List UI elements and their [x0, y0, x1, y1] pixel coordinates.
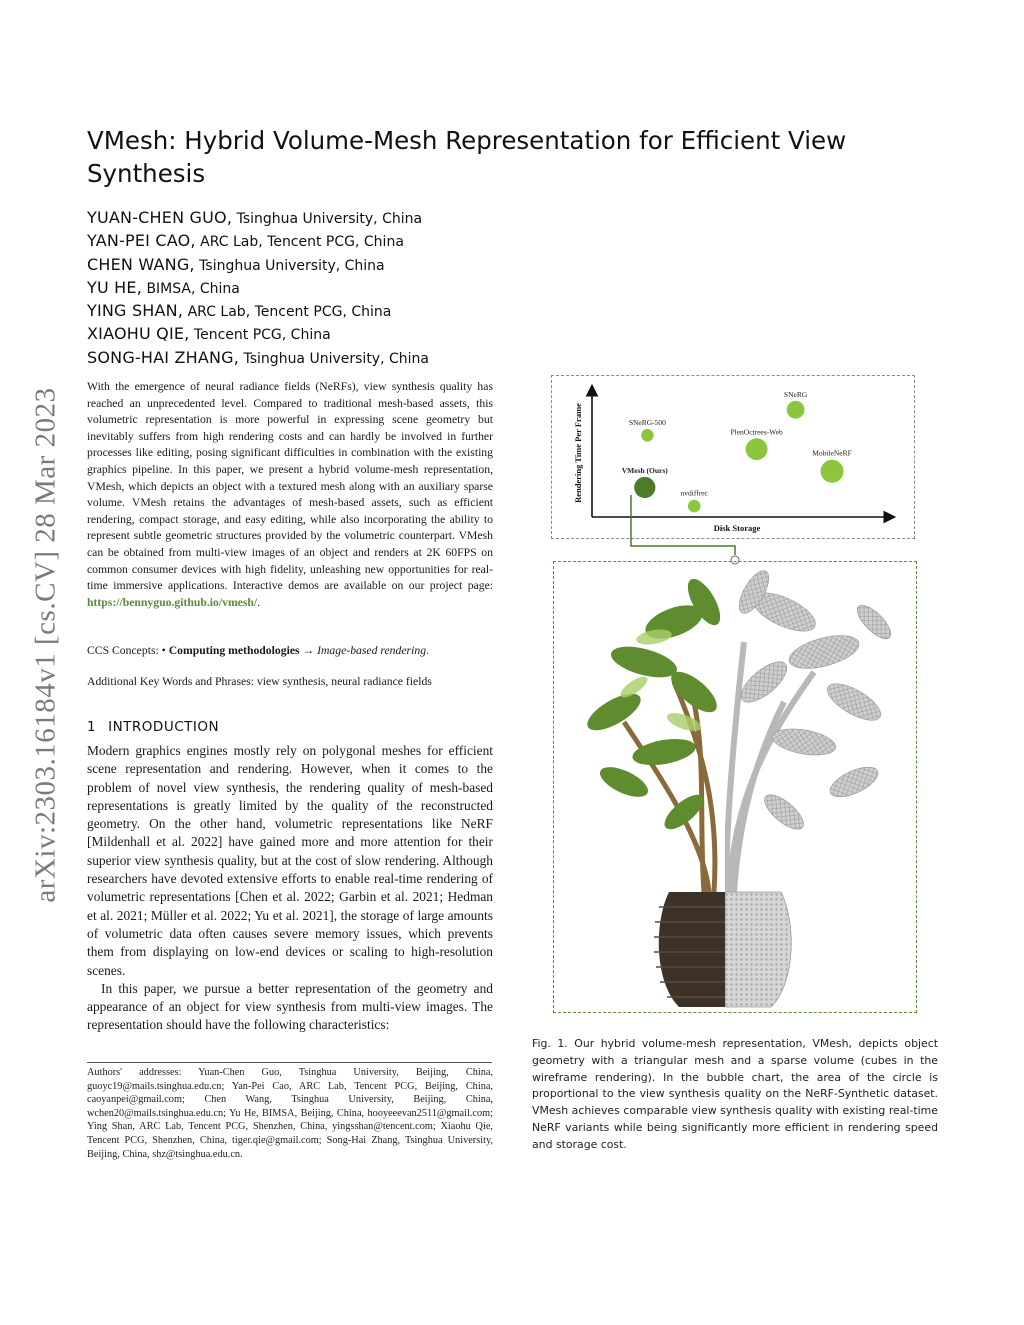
abstract-end: . — [257, 595, 261, 609]
author-affiliation: Tsinghua University, China — [194, 257, 385, 274]
bubble-nvdiffrec — [688, 500, 701, 513]
author-affiliation: BIMSA, China — [142, 280, 240, 297]
bubble-label: VMesh (Ours) — [621, 465, 668, 475]
author-name: CHEN WANG, — [87, 254, 195, 274]
author-name: YING SHAN, — [87, 301, 184, 321]
author-line — [87, 255, 547, 278]
author-affiliation: Tsinghua University, China — [239, 350, 429, 367]
abstract-text: With the emergence of neural radiance fields (NeRFs), view synthesis quality has reached an unprecedented level. Compared to traditional mesh-based assets, this volumetric representation is more powerful in expressing scene geometry but inevitably suffers from high rendering costs and can hardly be involved in further processes like editing, posing significant difficulties in combination with the existing graphics pipeline. In this paper, we present a hybrid volume-mesh representation, VMesh, which depicts an object with a textured mesh along with an auxiliary sparse volume. VMesh retains the advantages of mesh-based assets, such as efficient rendering, compact storage, and easy editing, while also incorporating the ability to represent subtle geometric structures provided by the volumetric counterpart. VMesh can be obtained from multi-view images of an object and renders at 2K 60FPS on common consumer devices with high fidelity, unleashing new opportunities for real-time immersive applications. Interactive demos are available on our project page: — [87, 380, 493, 593]
intro-paragraph: Modern graphics engines mostly rely on polygonal meshes for efficient scene representation and rendering. However, when it comes to the problem of novel view synthesis, the rendering quality of mesh-based representations is greatly limited by the quality of the reconstructed geometry. On the other hand, volumetric representations like NeRF [Mildenhall et al. 2022] have gained more and more attention for their superior view synthesis quality, but at the cost of slow rendering. Although researchers have devoted extensive efforts to enable real-time rendering of volumetric representations [Chen et al. 2022; Garbin et al. 2021; Hedman et al. 2021; Müller et al. 2022; Yu et al. 2021], the storage of large amounts of volumetric data often causes severe memory issues, which prevents them from displaying on low-end devices or scaling to high-resolution scenes. — [87, 743, 493, 978]
bubble-label: PlenOctrees-Web — [730, 427, 783, 437]
author-name: XIAOHU QIE, — [87, 324, 190, 344]
bubble-label: nvdiffrec — [680, 488, 708, 498]
author-line — [87, 301, 547, 324]
paper-title: VMesh: Hybrid Volume-Mesh Representation for Efficient View Synthesis — [87, 126, 847, 188]
section-number: 1 — [87, 719, 97, 735]
figure-caption: Fig. 1. Our hybrid volume-mesh representation, VMesh, depicts object geometry with a triangular mesh and a sparse volume (cubes in the wireframe rendering). In the bubble chart, the area of the circle is proportional to the view synthesis quality on the NeRF-Synthetic dataset. VMesh achieves comparable view synthesis quality with existing real-time NeRF variants while being significantly more efficient in rendering speed and storage cost. — [532, 1037, 938, 1151]
abstract — [87, 379, 493, 611]
bubble-label: SNeRG — [783, 389, 808, 399]
bubble-label: SNeRG-500 — [628, 417, 666, 427]
author-name: SONG-HAI ZHANG, — [87, 347, 240, 367]
section-title: INTRODUCTION — [108, 719, 220, 735]
intro-body — [87, 742, 493, 1035]
author-line — [87, 348, 547, 371]
author-line — [87, 278, 547, 301]
bubble-snerg-500 — [641, 429, 654, 442]
author-affiliation: Tencent PCG, China — [189, 327, 331, 344]
project-page-link[interactable]: https://bennyguo.github.io/vmesh/ — [87, 595, 258, 609]
plant-render — [554, 562, 917, 1013]
bubble-label: MobileNeRF — [812, 448, 852, 458]
author-name: YUAN-CHEN GUO, — [87, 208, 233, 227]
author-line — [87, 208, 547, 231]
bubble-vmesh-ours — [634, 477, 655, 498]
author-name: YAN-PEI CAO, — [87, 231, 196, 251]
ccs-bold: Computing methodologies — [168, 644, 300, 657]
figure-render-frame — [553, 561, 917, 1013]
ccs-concepts — [87, 644, 497, 657]
wireframe-half — [725, 566, 896, 1007]
y-axis-label: Rendering Time Per Frame — [573, 403, 583, 503]
section-heading — [87, 719, 219, 735]
author-affiliation: ARC Lab, Tencent PCG, China — [195, 234, 404, 251]
bubble-plenoctrees-web — [746, 438, 768, 460]
ccs-end: . — [426, 644, 429, 657]
author-line — [87, 324, 547, 347]
textured-half — [582, 574, 727, 1007]
author-name: YU HE, — [87, 277, 142, 297]
author-affiliation: ARC Lab, Tencent PCG, China — [183, 304, 392, 321]
author-affiliation: Tsinghua University, China — [232, 211, 423, 227]
bubble-chart — [551, 375, 931, 575]
x-axis-label: Disk Storage — [713, 523, 761, 533]
ccs-arrow: → — [299, 644, 318, 657]
ccs-italic: Image-based rendering — [317, 644, 427, 657]
bubble-snerg — [787, 401, 805, 419]
arxiv-stamp: arXiv:2303.16184v1 [cs.CV] 28 Mar 2023 — [29, 387, 62, 903]
author-line — [87, 231, 547, 254]
bubble-mobilenerf — [821, 460, 844, 483]
footnote: Authors' addresses: Yuan-Chen Guo, Tsinghua University, Beijing, China, guoyc19@mails.tsinghua.edu.cn; Yan-Pei Cao, ARC Lab, Tencent PCG, Beijing, China, caoyanpei@gmail.com; Chen Wang, Tsinghua University, Beijing, China, wchen20@mails.tsinghua.edu.cn; Yu He, BIMSA, Beijing, China, hooyeeevan2511@gmail.com; Ying Shan, ARC Lab, Tencent PCG, Shenzhen, China, yingsshan@tencent.com; Xiaohu Qie, Tencent PCG, Shenzhen, China, tiger.qie@gmail.com; Song-Hai Zhang, Tsinghua University, Beijing, China, shz@tsinghua.edu.cn. — [87, 1067, 493, 1160]
keywords: Additional Key Words and Phrases: view synthesis, neural radiance fields — [87, 675, 432, 688]
footnote-rule — [87, 1062, 492, 1063]
ccs-prefix: CCS Concepts: • — [87, 644, 169, 657]
intro-paragraph: In this paper, we pursue a better representation of the geometry and appearance of an object for view synthesis from multi-view images. The representation should have the following characteristics: — [87, 980, 493, 1033]
author-list — [87, 208, 547, 371]
